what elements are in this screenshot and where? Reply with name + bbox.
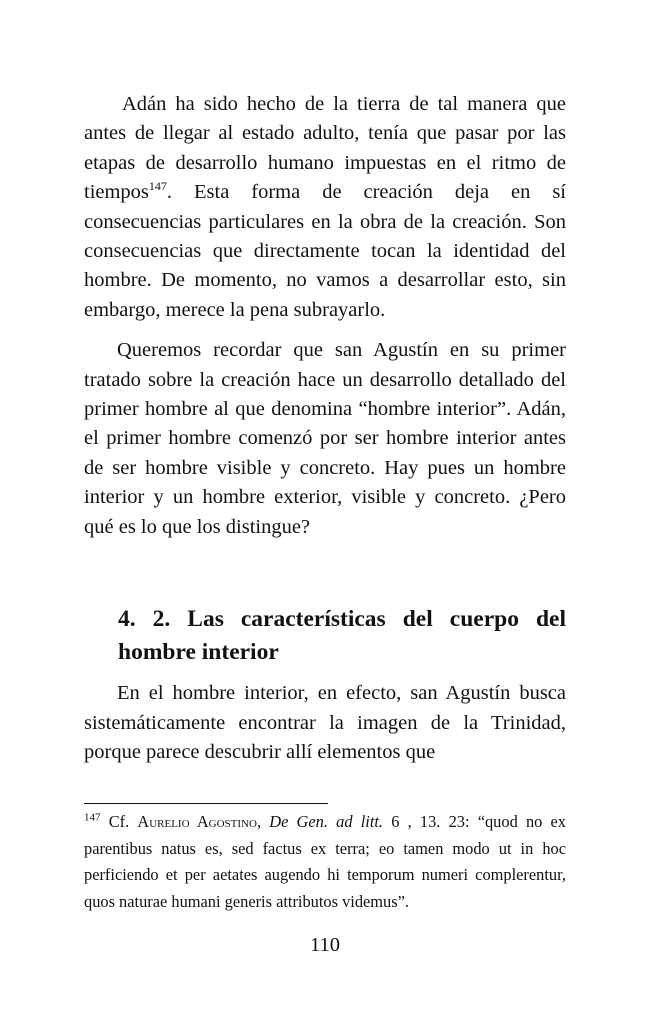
section-heading: 4. 2. Las características del cuerpo del hombre interior	[118, 606, 566, 666]
footnote-work-title: De Gen. ad litt.	[269, 812, 384, 831]
page-number: 110	[310, 934, 340, 956]
paragraph-2: Queremos recordar que san Agustín en su primer tratado sobre la creación hace un desarrollo detallado del primer hombre al que denomina “hombre interior”. Adán, el primer hombre comenzó por ser hombre interior antes de ser hombre visible y concreto. Hay pues un hombre interior y un hombre exterior, visible y concreto. ¿Pero qué es lo que los distingue?	[84, 339, 566, 538]
footnote-reference[interactable]: 147	[148, 179, 167, 194]
footnote-prefix: Cf.	[100, 812, 138, 831]
footnote-citation-text: 6 , 13. 23: “quod no ex parentibus natus es, sed factus ex terra; eo tamen modo ut in hoc perficiendo et per aetates augendo hi temporum numeri complerentur, quos naturae humani generis attributos videmus”.	[84, 812, 567, 911]
paragraph-1-text-continued: . Esta forma de creación deja en sí consecuencias particulares en la obra de la creación. Son consecuencias que directamente tocan la identidad del hombre. De momento, no vamos a desarrollar esto, sin embargo, merece la pena subrayarlo.	[84, 181, 566, 321]
footnote-comma: ,	[256, 812, 270, 831]
footnote	[84, 809, 566, 915]
paragraph-1	[84, 90, 566, 325]
paragraph-3: En el hombre interior, en efecto, san Agustín busca sistemáticamente encontrar la imagen de la Trinidad, porque parece descubrir allí elementos que	[84, 682, 566, 763]
footnote-author: Aurelio Agostino	[137, 812, 257, 831]
footnote-number: 147	[84, 811, 101, 824]
footnote-separator	[84, 803, 328, 804]
paragraph-1-text: Adán ha sido hecho de la tierra de tal manera que antes de llegar al estado adulto, tenía que pasar por las etapas de desarrollo humano impuestas en el ritmo de tiempos	[84, 93, 566, 204]
page-body	[84, 90, 566, 767]
